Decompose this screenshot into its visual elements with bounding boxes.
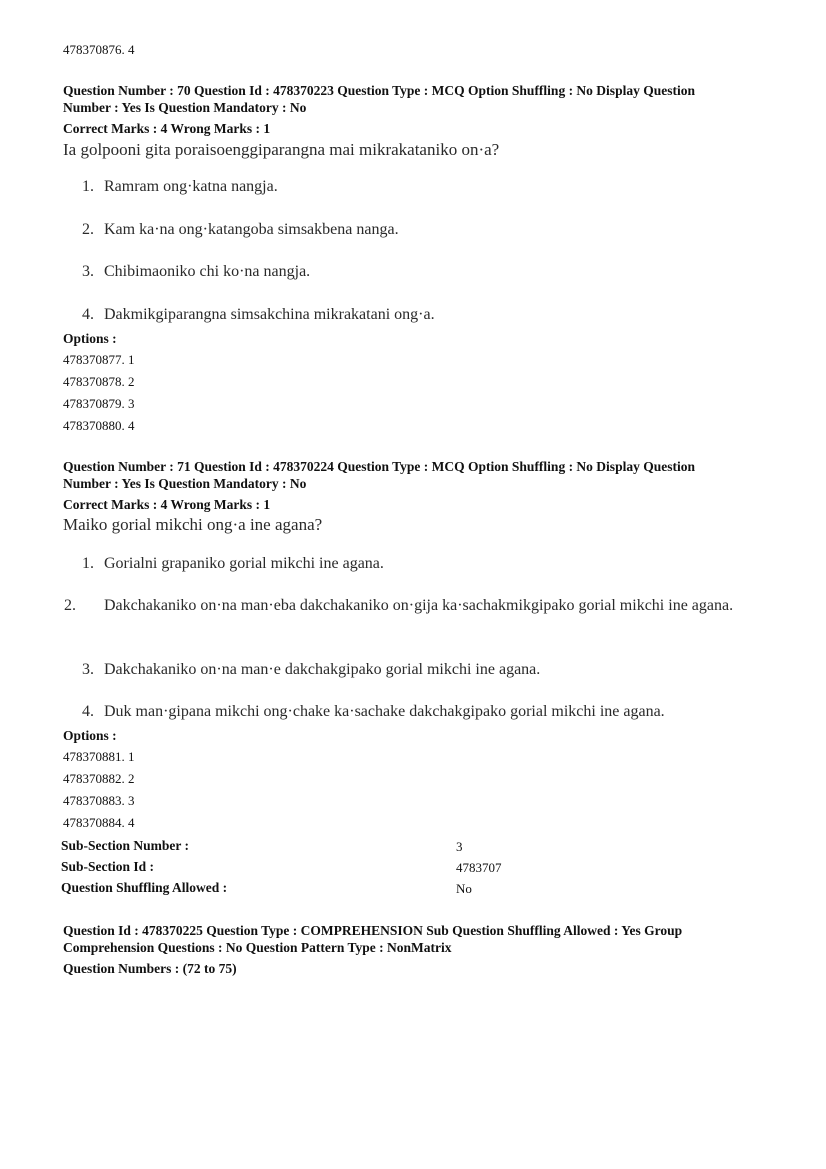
question-70-meta-line2: Number : Yes Is Question Mandatory : No: [63, 100, 307, 115]
choice-number: 2.: [64, 597, 76, 614]
question-70-meta: [63, 82, 763, 116]
question-70-choice-4: [82, 304, 782, 326]
subsection-number-label: Sub-Section Number :: [61, 838, 190, 853]
question-71-choice-1: [82, 553, 782, 575]
question-70-option-id: 478370879. 3: [63, 396, 135, 411]
subsection-number-value: 3: [456, 839, 463, 854]
choice-text: Dakmikgiparangna simsakchina mikrakatani ong·a.: [104, 306, 435, 323]
question-70-option-id: 478370877. 1: [63, 352, 135, 367]
comprehension-meta-line2: Comprehension Questions : No Question Pattern Type : NonMatrix: [63, 940, 452, 955]
question-71-text: Maiko gorial mikchi ong·a ine agana?: [63, 515, 323, 534]
question-71-marks: Correct Marks : 4 Wrong Marks : 1: [63, 497, 271, 512]
question-70-meta-line1: Question Number : 70 Question Id : 478370223 Question Type : MCQ Option Shuffling : No Display Question: [63, 83, 695, 98]
question-70-choice-1: [82, 176, 782, 198]
question-70-option-id: 478370880. 4: [63, 418, 135, 433]
question-71-meta-line1: Question Number : 71 Question Id : 478370224 Question Type : MCQ Option Shuffling : No Display Question: [63, 459, 695, 474]
question-71-option-id: 478370882. 2: [63, 771, 135, 786]
question-70-text: Ia golpooni gita poraisoenggiparangna mai mikrakataniko on·a?: [63, 140, 500, 159]
choice-number: 2.: [82, 221, 94, 238]
choice-number: 4.: [82, 306, 94, 323]
question-71-choice-3: [82, 659, 782, 681]
question-71-choice-4: [82, 701, 782, 723]
question-70-options-label: Options :: [63, 331, 117, 346]
choice-number: 1.: [82, 555, 94, 572]
choice-number: 1.: [82, 178, 94, 195]
subsection-id-value: 4783707: [456, 860, 502, 875]
choice-number: 4.: [82, 703, 94, 720]
choice-text: Kam ka·na ong·katangoba simsakbena nanga.: [104, 221, 399, 238]
comprehension-meta-line1: Question Id : 478370225 Question Type : COMPREHENSION Sub Question Shuffling Allowed : Yes Group: [63, 923, 683, 938]
choice-text: Ramram ong·katna nangja.: [104, 178, 278, 195]
question-71-meta-line2: Number : Yes Is Question Mandatory : No: [63, 476, 307, 491]
question-70-option-id: 478370878. 2: [63, 374, 135, 389]
previous-option-id: 478370876. 4: [63, 42, 135, 57]
choice-number: 3.: [82, 263, 94, 280]
comprehension-question-numbers: Question Numbers : (72 to 75): [63, 961, 237, 976]
comprehension-meta: [63, 922, 763, 956]
question-71-option-id: 478370883. 3: [63, 793, 135, 808]
question-70-choice-2: [82, 219, 782, 241]
question-70-marks: Correct Marks : 4 Wrong Marks : 1: [63, 121, 271, 136]
question-shuffling-value: No: [456, 881, 472, 896]
choice-text: Chibimaoniko chi ko·na nangja.: [104, 263, 311, 280]
choice-text: Gorialni grapaniko gorial mikchi ine agana.: [104, 555, 384, 572]
choice-text: Dakchakaniko on·na man·eba dakchakaniko on·gija ka·sachakmikgipako gorial mikchi ine agana.: [104, 597, 734, 614]
subsection-id-label: Sub-Section Id :: [61, 859, 155, 874]
question-71-choice-2: [64, 595, 780, 617]
question-70-choice-3: [82, 261, 782, 283]
choice-text: Duk man·gipana mikchi ong·chake ka·sachake dakchakgipako gorial mikchi ine agana.: [104, 703, 665, 720]
question-71-meta: [63, 458, 763, 492]
question-shuffling-label: Question Shuffling Allowed :: [61, 880, 228, 895]
question-71-option-id: 478370881. 1: [63, 749, 135, 764]
question-71-options-label: Options :: [63, 728, 117, 743]
question-71-option-id: 478370884. 4: [63, 815, 135, 830]
choice-number: 3.: [82, 661, 94, 678]
choice-text: Dakchakaniko on·na man·e dakchakgipako gorial mikchi ine agana.: [104, 661, 541, 678]
